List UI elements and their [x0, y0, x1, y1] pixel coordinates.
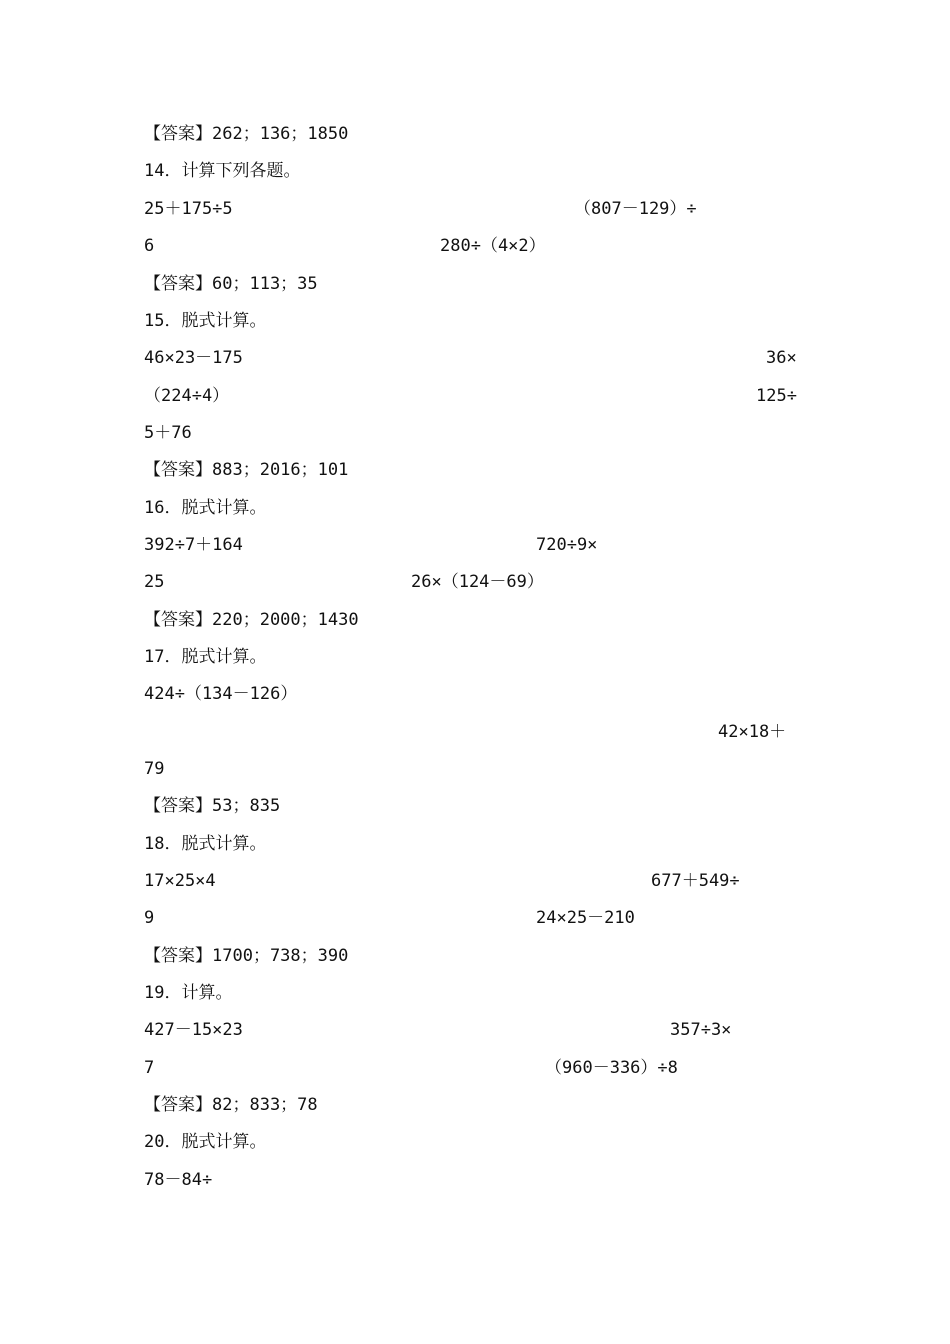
expression-16-2: 720÷9×: [536, 535, 598, 555]
expression-19-3: （960－336）÷8: [545, 1058, 678, 1078]
expression-17-2-cont: 79: [144, 759, 165, 779]
expression-18-1: 17×25×4: [144, 871, 216, 891]
expression-19-2: 357÷3×: [670, 1020, 732, 1040]
answer-line-17: 【答案】53；835: [144, 796, 281, 816]
expression-15-3: 125÷: [756, 386, 797, 406]
expression-15-3-cont: 5＋76: [144, 423, 192, 443]
expression-14-2: （807－129）÷: [574, 199, 697, 219]
expression-15-1: 46×23－175: [144, 348, 243, 368]
expression-19-1: 427－15×23: [144, 1020, 243, 1040]
expression-16-1: 392÷7＋164: [144, 535, 243, 555]
expression-14-1: 25＋175÷5: [144, 199, 233, 219]
expression-15-2-cont: （224÷4）: [144, 386, 230, 406]
question-heading-15: 15．脱式计算。: [144, 311, 267, 331]
expression-18-3: 24×25－210: [536, 908, 635, 928]
expression-16-2-cont: 25: [144, 572, 165, 592]
question-heading-18: 18．脱式计算。: [144, 834, 267, 854]
answer-line-13: 【答案】262；136；1850: [144, 124, 349, 144]
answer-line-16: 【答案】220；2000；1430: [144, 610, 359, 630]
question-heading-17: 17．脱式计算。: [144, 647, 267, 667]
answer-line-14: 【答案】60；113；35: [144, 274, 318, 294]
question-heading-14: 14．计算下列各题。: [144, 161, 301, 181]
expression-16-3: 26×（124－69）: [411, 572, 544, 592]
answer-line-15: 【答案】883；2016；101: [144, 460, 349, 480]
expression-20-1: 78－84÷: [144, 1170, 213, 1190]
answer-line-18: 【答案】1700；738；390: [144, 946, 349, 966]
question-heading-20: 20．脱式计算。: [144, 1132, 267, 1152]
expression-14-3: 280÷（4×2）: [440, 236, 546, 256]
expression-15-2: 36×: [766, 348, 797, 368]
question-heading-16: 16．脱式计算。: [144, 498, 267, 518]
expression-18-2: 677＋549÷: [651, 871, 740, 891]
question-heading-19: 19．计算。: [144, 983, 233, 1003]
answer-line-19: 【答案】82；833；78: [144, 1095, 318, 1115]
expression-17-1: 424÷（134－126）: [144, 684, 298, 704]
expression-19-2-cont: 7: [144, 1058, 155, 1078]
expression-18-2-cont: 9: [144, 908, 155, 928]
expression-14-2-cont: 6: [144, 236, 155, 256]
expression-17-2: 42×18＋: [718, 722, 787, 742]
